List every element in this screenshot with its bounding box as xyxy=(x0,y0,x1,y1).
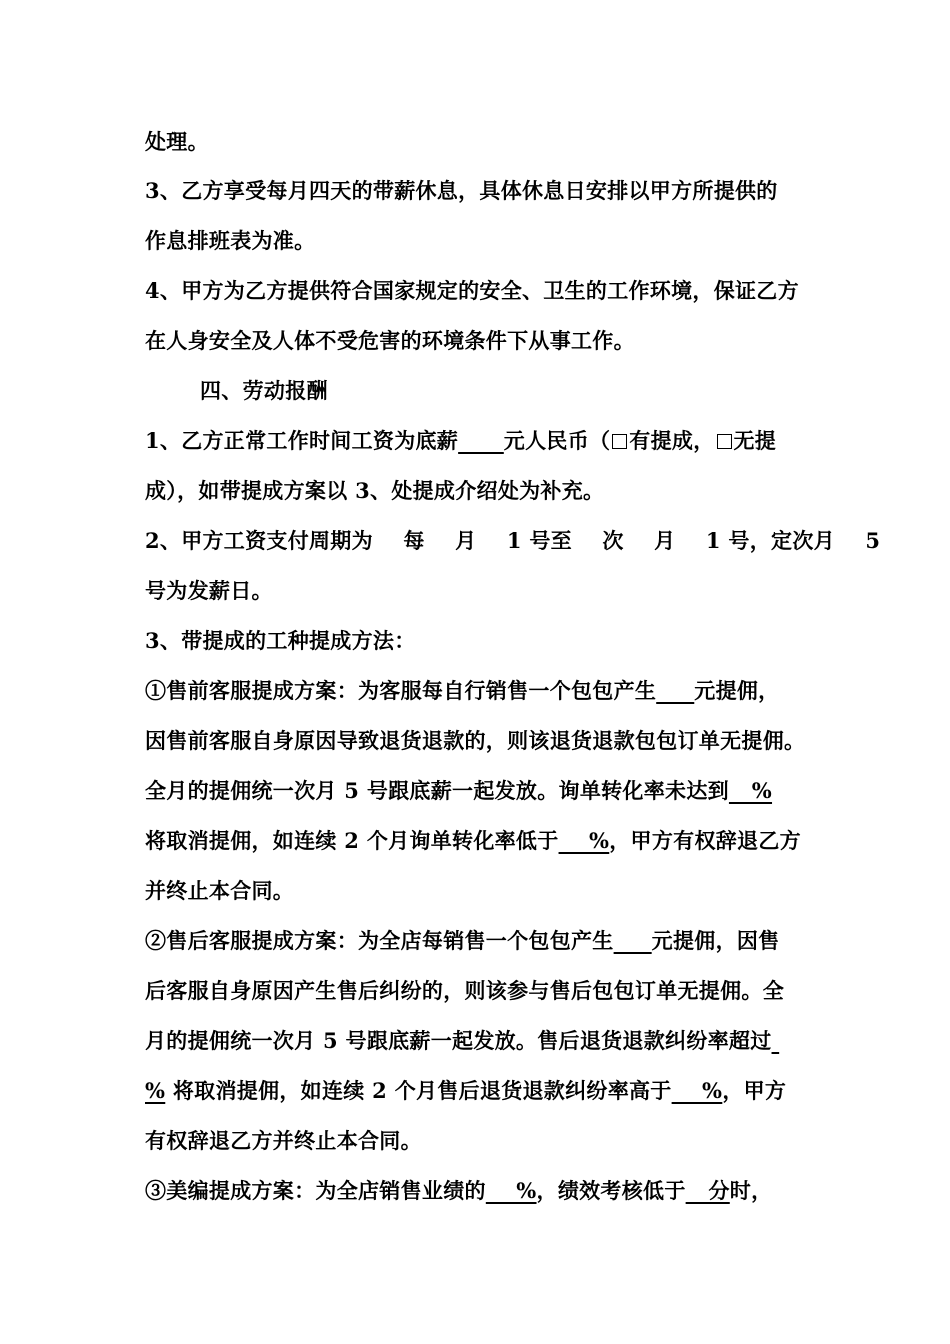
designer-commission-plan xyxy=(145,1174,772,1208)
text-segment: 元提佣， xyxy=(694,678,780,703)
checkbox-without-commission[interactable] xyxy=(717,434,732,449)
blank-dispute-rate-percent[interactable]: % xyxy=(145,1078,166,1103)
clause-3-commission-methods: 3、带提成的工种提成方法： xyxy=(145,628,416,653)
text-line: 成），如带提成方案以 3、处提成介绍处为补充。 xyxy=(145,478,605,503)
text-segment: ，甲方有权辞退乙方 xyxy=(609,828,801,853)
text-segment: 有提成， xyxy=(629,428,715,453)
blank-dispute-rate[interactable] xyxy=(772,1028,780,1053)
text-segment: 元提佣，因售 xyxy=(651,928,780,953)
blank-inquiry-conversion-rate-low[interactable]: % xyxy=(558,828,610,853)
clause-1-base-salary xyxy=(145,424,776,458)
blank-sales-percentage[interactable]: % xyxy=(485,1178,537,1203)
blank-base-salary[interactable] xyxy=(458,428,504,453)
text-line: 作息排班表为准。 xyxy=(145,228,316,253)
clause-3-rest-days: 3、乙方享受每月四天的带薪休息，具体休息日安排以甲方所提供的 xyxy=(145,178,778,203)
text-line: 处理。 xyxy=(145,129,209,154)
blank-dispute-rate-high[interactable]: % xyxy=(671,1078,723,1103)
aftersales-commission-plan xyxy=(145,924,779,958)
text-segment: 无提 xyxy=(733,428,777,453)
text-segment: 将取消提佣，如连续 2 个月售后退货退款纠纷率高于 xyxy=(165,1078,672,1103)
blank-presales-commission[interactable] xyxy=(656,678,694,703)
section-heading-remuneration: 四、劳动报酬 xyxy=(200,378,328,403)
text-segment: 全月的提佣统一次月 5 号跟底薪一起发放。询单转化率未达到 xyxy=(145,778,729,803)
presales-commission-plan xyxy=(145,674,779,708)
checkbox-with-commission[interactable] xyxy=(612,434,627,449)
clause-2-pay-cycle: 2、甲方工资支付周期为 每 月 1 号至 次 月 1 号，定次月 5 xyxy=(145,528,881,553)
text-line: 因售前客服自身原因导致退货退款的，则该退货退款包包订单无提佣。 xyxy=(145,728,806,753)
clause-4-work-environment: 4、甲方为乙方提供符合国家规定的安全、卫生的工作环境，保证乙方 xyxy=(145,278,799,303)
text-line: 有权辞退乙方并终止本合同。 xyxy=(145,1128,422,1153)
text-line: 后客服自身原因产生售后纠纷的，则该参与售后包包订单无提佣。全 xyxy=(145,978,784,1003)
text-line: 在人身安全及人体不受危害的环境条件下从事工作。 xyxy=(145,328,635,353)
text-line xyxy=(145,774,772,808)
text-line: 号为发薪日。 xyxy=(145,578,273,603)
text-segment: 月的提佣统一次月 5 号跟底薪一起发放。售后退货退款纠纷率超过 xyxy=(145,1028,772,1053)
text-segment: 元人民币（ xyxy=(503,428,611,453)
blank-performance-score[interactable]: 分 xyxy=(685,1178,730,1203)
text-line xyxy=(145,1024,779,1058)
text-segment: ②售后客服提成方案：为全店每销售一个包包产生 xyxy=(145,928,614,953)
text-segment: 1、乙方正常工作时间工资为底薪 xyxy=(145,428,459,453)
text-line xyxy=(145,1074,786,1108)
text-line: 并终止本合同。 xyxy=(145,878,295,903)
blank-inquiry-conversion-rate[interactable]: % xyxy=(728,778,773,803)
text-segment: ①售前客服提成方案：为客服每自行销售一个包包产生 xyxy=(145,678,657,703)
text-segment: ，甲方 xyxy=(722,1078,787,1103)
blank-aftersales-commission[interactable] xyxy=(614,928,652,953)
text-segment: 时， xyxy=(729,1178,773,1203)
text-segment: ，绩效考核低于 xyxy=(536,1178,686,1203)
text-segment: ③美编提成方案：为全店销售业绩的 xyxy=(145,1178,486,1203)
text-line xyxy=(145,824,801,858)
text-segment: 将取消提佣，如连续 2 个月询单转化率低于 xyxy=(145,828,559,853)
